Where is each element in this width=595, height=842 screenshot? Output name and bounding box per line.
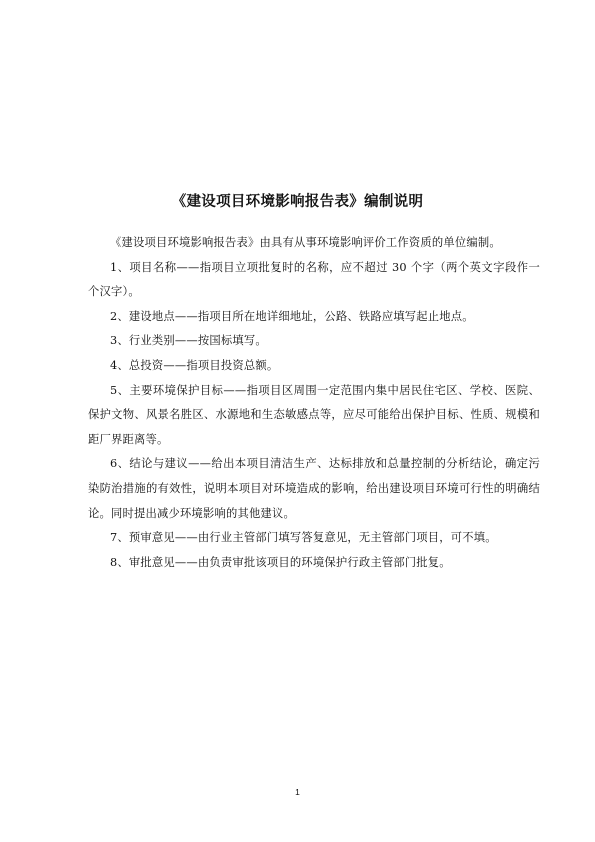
paragraph-intro: 《建设项目环境影响报告表》由具有从事环境影响评价工作资质的单位编制。 bbox=[110, 236, 501, 249]
paragraph-item-1: 1、项目名称——指项目立项批复时的名称，应不超过 30 个字（两个英文字段作一个汉字）。 bbox=[88, 260, 540, 299]
paragraph-item-5: 5、主要环境保护目标——指项目区周围一定范围内集中居民住宅区、学校、医院、保护文物、风景名胜区、水源地和生态敏感点等，应尽可能给出保护目标、性质、规模和距厂界距离等。 bbox=[88, 383, 540, 446]
page-number: 1 bbox=[295, 787, 300, 797]
paragraph-item-6: 6、结论与建议——给出本项目清洁生产、达标排放和总量控制的分析结论，确定污染防治措施的有效性，说明本项目对环境造成的影响，给出建设项目环境可行性的明确结论。同时提出减少环境影响的其他建议。 bbox=[88, 457, 540, 520]
paragraph-item-8: 8、审批意见——由负责审批该项目的环境保护行政主管部门批复。 bbox=[110, 555, 451, 569]
paragraph-item-3: 3、行业类别——按国标填写。 bbox=[110, 334, 267, 348]
document-body bbox=[88, 231, 540, 575]
document-title: 《建设项目环境影响报告表》编制说明 bbox=[171, 194, 424, 210]
paragraph-item-7: 7、预审意见——由行业主管部门填写答复意见，无主管部门项目，可不填。 bbox=[110, 531, 497, 545]
paragraph-item-4: 4、总投资——指项目投资总额。 bbox=[110, 358, 279, 372]
paragraph-item-2: 2、建设地点——指项目所在地详细地址，公路、铁路应填写起止地点。 bbox=[110, 309, 474, 323]
